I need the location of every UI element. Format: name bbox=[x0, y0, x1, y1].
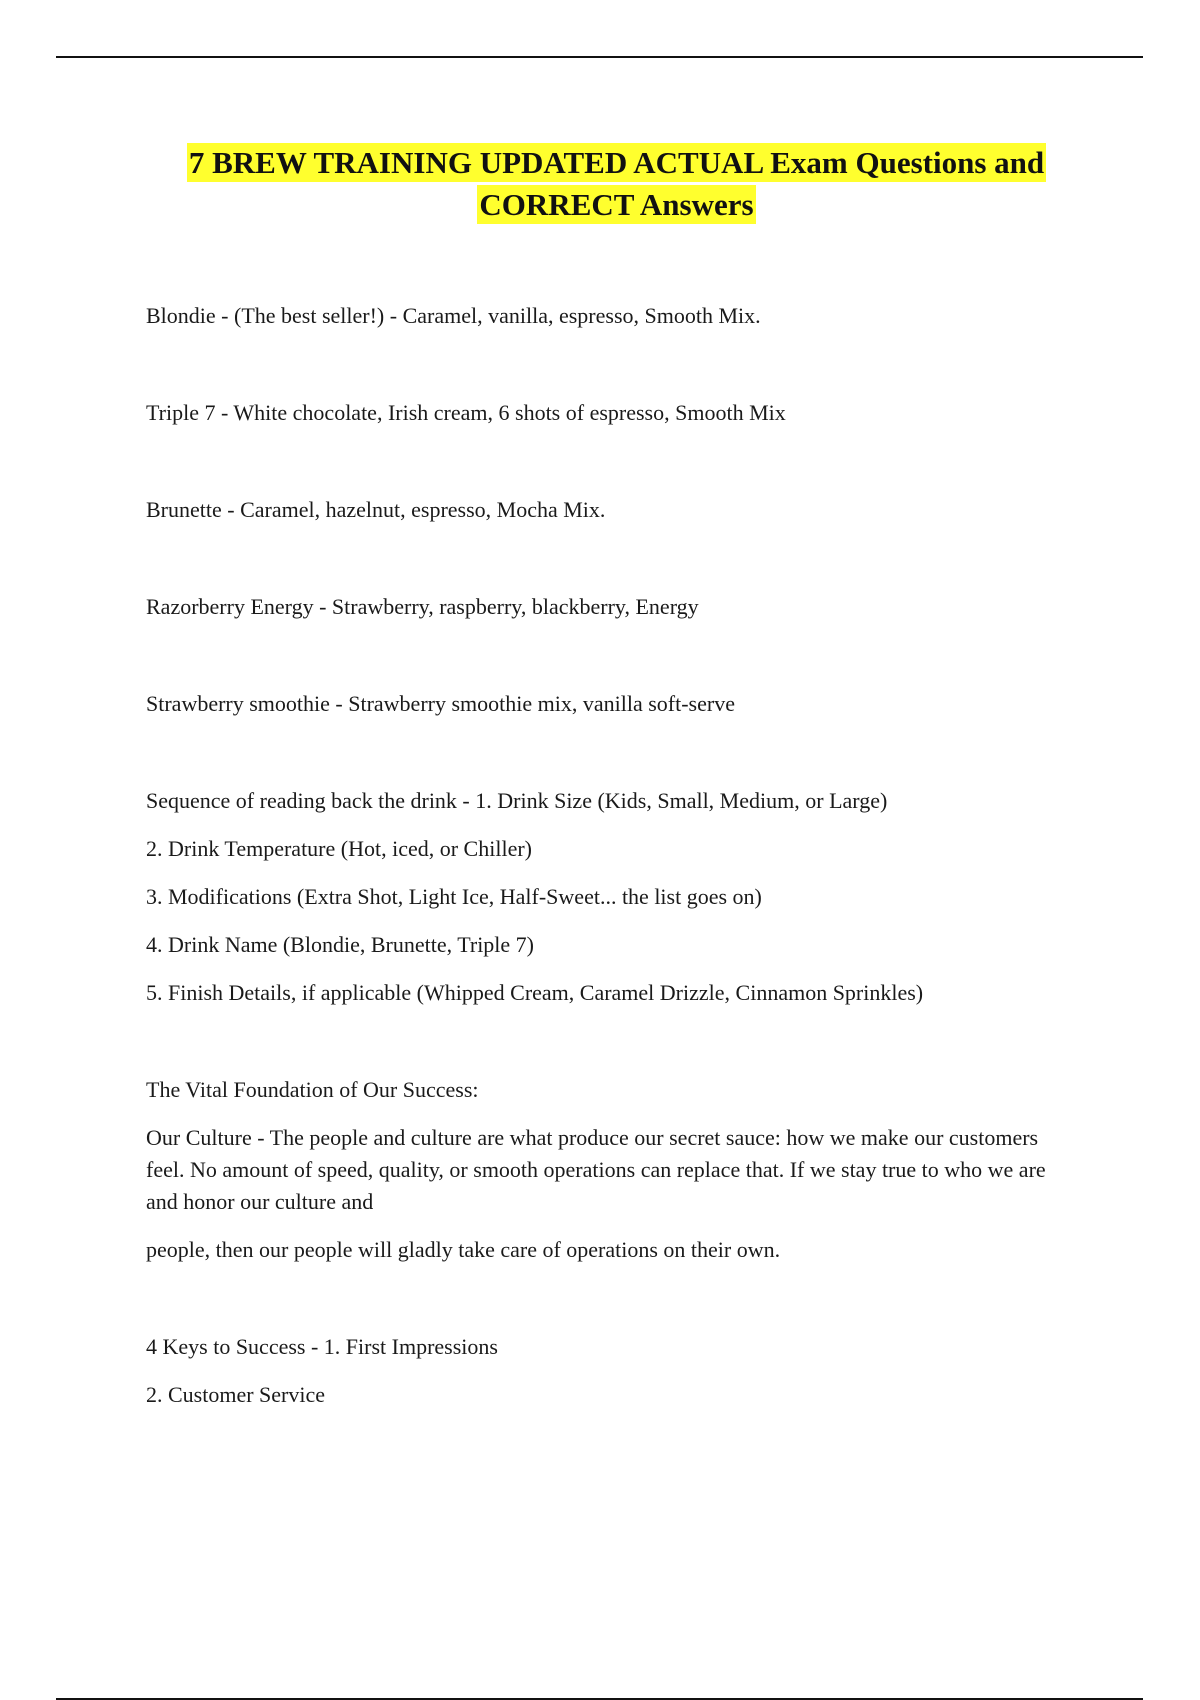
keys-item: 2. Customer Service bbox=[146, 1382, 326, 1407]
culture-paragraph: Our Culture - The people and culture are what produce our secret sauce: how we make our customers feel. No amount of speed, quality, or smooth operations can replace that. If we stay true to who we are and honor our culture and bbox=[146, 1125, 1046, 1214]
entry-blondie: Blondie - (The best seller!) - Caramel, vanilla, espresso, Smooth Mix. bbox=[146, 303, 761, 328]
entry-triple-7: Triple 7 - White chocolate, Irish cream, 6 shots of espresso, Smooth Mix bbox=[146, 400, 786, 425]
entry-brunette: Brunette - Caramel, hazelnut, espresso, Mocha Mix. bbox=[146, 497, 606, 522]
keys-heading: 4 Keys to Success - 1. First Impressions bbox=[146, 1334, 498, 1359]
sequence-item: 5. Finish Details, if applicable (Whipped Cream, Caramel Drizzle, Cinnamon Sprinkles) bbox=[146, 980, 924, 1005]
title-line-1: 7 BREW TRAINING UPDATED ACTUAL Exam Questions and bbox=[188, 145, 1045, 180]
title-line-2: CORRECT Answers bbox=[479, 187, 754, 222]
sequence-item: 3. Modifications (Extra Shot, Light Ice, Half-Sweet... the list goes on) bbox=[146, 884, 762, 909]
sequence-heading: Sequence of reading back the drink - 1. Drink Size (Kids, Small, Medium, or Large) bbox=[146, 788, 888, 813]
top-rule bbox=[56, 56, 1143, 58]
document-body bbox=[146, 300, 1066, 1411]
sequence-item: 4. Drink Name (Blondie, Brunette, Triple 7) bbox=[146, 932, 535, 957]
entry-razorberry-energy: Razorberry Energy - Strawberry, raspberry, blackberry, Energy bbox=[146, 594, 699, 619]
sequence-item: 2. Drink Temperature (Hot, iced, or Chiller) bbox=[146, 836, 532, 861]
entry-strawberry-smoothie: Strawberry smoothie - Strawberry smoothie mix, vanilla soft-serve bbox=[146, 691, 735, 716]
document-title bbox=[120, 142, 1113, 226]
culture-paragraph-continued: people, then our people will gladly take care of operations on their own. bbox=[146, 1237, 781, 1262]
foundation-heading: The Vital Foundation of Our Success: bbox=[146, 1077, 479, 1102]
